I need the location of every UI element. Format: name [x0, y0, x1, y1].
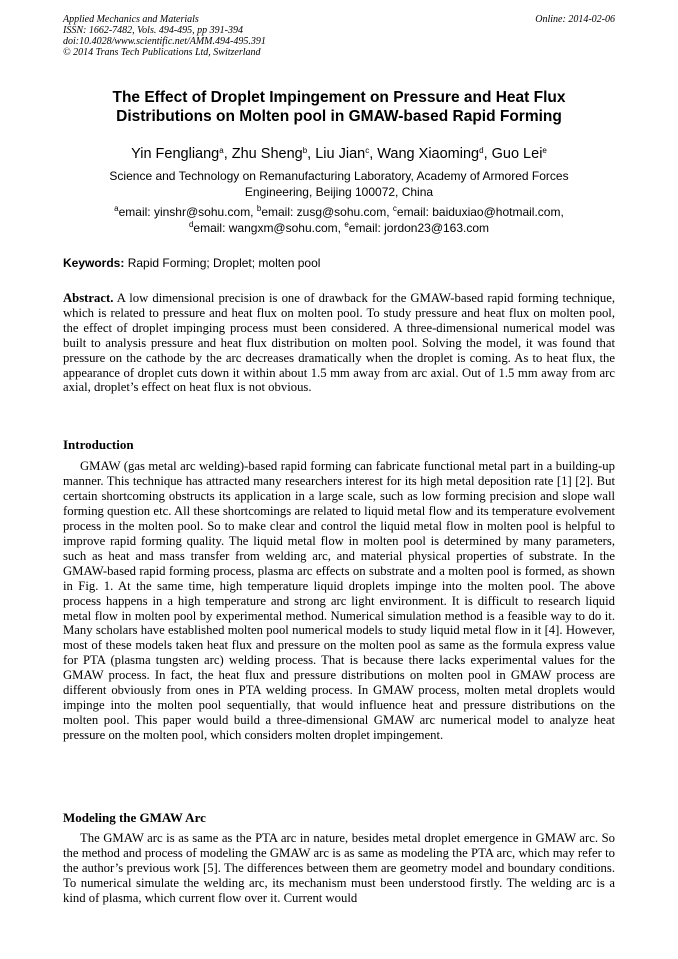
abstract-label: Abstract.	[63, 291, 114, 305]
title-line-1: The Effect of Droplet Impingement on Pressure and Heat Flux	[112, 89, 566, 106]
author-affil-mark: e	[542, 146, 547, 155]
keywords-text: Rapid Forming; Droplet; molten pool	[124, 256, 321, 270]
email-mark: d	[188, 219, 194, 229]
issn-line: ISSN: 1662-7482, Vols. 494-495, pp 391-394	[63, 25, 243, 36]
copyright-line: © 2014 Trans Tech Publications Ltd, Switzerland	[63, 47, 261, 58]
email-mark: b	[256, 204, 262, 213]
affiliation-line-2: Engineering, Beijing 100072, China	[244, 184, 434, 199]
email-text: email: jordon23@163.com	[348, 220, 490, 235]
keywords	[63, 256, 615, 271]
author-name: Wang Xiaoming	[377, 146, 480, 162]
email-list	[60, 205, 618, 236]
keywords-label: Keywords:	[63, 256, 125, 270]
author-name: Guo Lei	[491, 146, 543, 162]
author-affil-mark: c	[365, 146, 370, 155]
email-mark: a	[114, 204, 119, 213]
author-name: Zhu Sheng	[231, 146, 303, 162]
email-text: email: zusg@sohu.com,	[261, 205, 393, 219]
online-date: Online: 2014-02-06	[535, 14, 615, 25]
page-header	[63, 14, 615, 58]
affiliation	[60, 169, 618, 200]
modeling-paragraph: The GMAW arc is as same as the PTA arc in nature, besides metal droplet emergence in GMAW arc. So the method and process of modeling the GMAW arc is as same as modeling the PTA arc, which may refer to the author’s previous work [5]. The differences between them are geometry model and boundary conditions. To numerical simulate the welding arc, its mechanism must been understood firstly. The welding arc is a kind of plasma, which current flow over it. Current would	[63, 831, 615, 905]
author-affil-mark: b	[302, 146, 308, 155]
abstract-text: A low dimensional precision is one of drawback for the GMAW-based rapid forming technique, which is related to pressure and heat flux on molten pool. To study pressure and heat flux on molten pool, the effect of droplet impinging process must been considered. A three-dimensional numerical model was built to analysis pressure and heat flux distribution on molten pool. Solving the model, it was found that pressure on the cathode by the arc decreases dramatically when the droplet is coming. As to heat flux, the appearance of droplet cuts down it within about 1.5 mm away from arc axial. Out of 1.5 mm away from arc axial, droplet’s effect on heat flux is not obvious.	[63, 291, 615, 395]
section-heading-modeling: Modeling the GMAW Arc	[63, 810, 206, 825]
email-text: email: yinshr@sohu.com,	[118, 205, 257, 219]
author-affil-mark: d	[479, 146, 484, 155]
affiliation-line-1: Science and Technology on Remanufacturing Laboratory, Academy of Armored Forces	[109, 169, 569, 183]
paper-title	[60, 88, 618, 126]
email-line-1	[60, 205, 618, 221]
email-text: email: baiduxiao@hotmail.com,	[396, 205, 564, 219]
abstract	[63, 291, 615, 395]
title-line-2: Distributions on Molten pool in GMAW-based Rapid Forming	[116, 108, 562, 125]
section-heading-introduction: Introduction	[63, 437, 134, 452]
author-affil-mark: a	[219, 146, 224, 155]
author-name: Liu Jian	[315, 146, 366, 162]
author-list: Yin Fengliang$^a$, Zhu Sheng$^b$, Liu Jian$^c$, Wang Xiaoming$^d$, Guo Lei$^e$	[131, 146, 547, 162]
email-mark: c	[392, 204, 397, 213]
email-text: email: wangxm@sohu.com,	[193, 220, 345, 235]
email-line-2	[60, 221, 618, 237]
author-name: Yin Fengliang	[131, 146, 220, 162]
email-mark: e	[344, 219, 349, 229]
journal-name: Applied Mechanics and Materials	[63, 14, 199, 25]
introduction-paragraph: GMAW (gas metal arc welding)-based rapid forming can fabricate functional metal part in a building-up manner. This technique has attracted many researchers interest for its high metal deposition rate [1] [2]. But certain shortcoming obstructs its application in a large scale, such as low forming precision and slope wall forming question etc. All these shortcomings are related to liquid metal flow and its temperature evolvement process in the molten pool. So to make clear and control the liquid metal flow in molten pool is helpful to improve rapid forming quality. The liquid metal flow in molten pool is determined by many parameters, such as heat and mass transfer from welding arc, and material physical properties of substrate. In the GMAW-based rapid forming process, plasma arc effects on substrate and a molten pool is formed, as shown in Fig. 1. At the same time, high temperature liquid droplets impinge into the molten pool. The above process happens in a high temperature and strong arc light environment. It is difficult to research liquid metal flow in molten pool by experimental method. Numerical simulation method is a feasible way to do it. Many scholars have established molten pool numerical models to study liquid metal flow in it [4]. However, most of these models taken heat flux and pressure on the molten pool as same as the formula express value for PTA (plasma tungsten arc) welding process. That is because there lacks experimental values for the GMAW process. In fact, the heat flux and pressure distributions on molten pool in GMAW process are different obviously from ones in PTA welding process. In GMAW process, molten metal droplets would impinge into the molten pool sequentially, that would influence heat and pressure distributions on the molten pool. This paper would build a three-dimensional GMAW arc numerical model to analyze heat pressure on the molten pool, which considers molten droplet impingement.	[63, 459, 615, 743]
doi-line: doi:10.4028/www.scientific.net/AMM.494-495.391	[63, 36, 266, 47]
